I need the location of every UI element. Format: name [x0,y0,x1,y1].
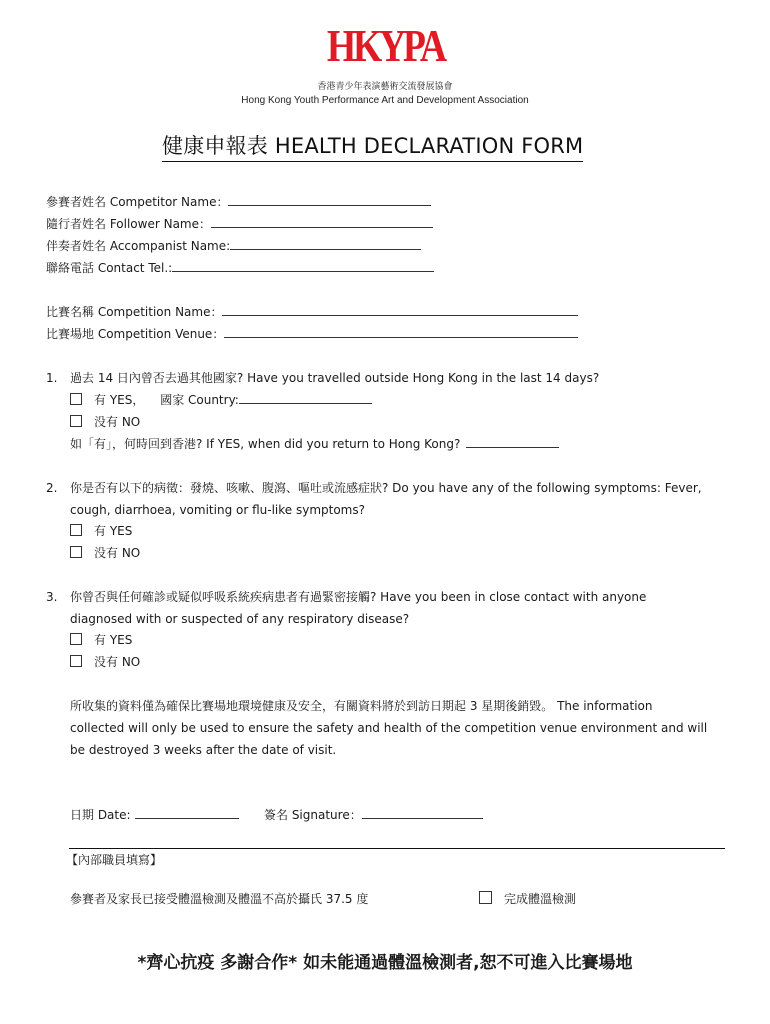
form-title: 健康申報表 HEALTH DECLARATION FORM [162,130,583,162]
competition-name-row [46,304,578,320]
q2-no-checkbox[interactable] [70,546,82,558]
question-1-text: 過去 14 日內曾否去過其他國家? Have you travelled outside Hong Kong in the last 14 days? [70,371,600,385]
org-name-chinese: 香港青少年表演藝術交流發展協會 [317,82,453,92]
competition-name-field[interactable] [222,304,578,316]
date-field[interactable] [135,807,239,819]
signature-row [264,807,483,823]
q3-yes-checkbox[interactable] [70,633,82,645]
date-label: 日期 Date: [70,808,131,822]
q1-no-checkbox[interactable] [70,415,82,427]
q1-return-date-field[interactable] [466,436,559,448]
q2-no-label: 没有 NO [94,546,141,560]
signature-field[interactable] [362,807,483,819]
internal-heading: 【內部職員填寫】 [66,853,163,867]
follower-name-field[interactable] [211,216,433,228]
q2-yes-label: 有 YES [94,524,133,538]
question-3-text-line2: diagnosed with or suspected of any respiratory disease? [70,612,410,626]
question-2-text-line1: 你是否有以下的病徵：發燒、咳嗽、腹瀉、嘔吐或流感症狀? Do you have any of the following symptoms: Fever, [70,481,702,495]
accompanist-name-label: 伴奏者姓名 Accompanist Name: [46,239,231,253]
hkypa-logo: HKYPA [326,20,444,71]
competitor-name-field[interactable] [228,194,431,206]
question-1-number: 1. [46,371,58,385]
signature-label: 簽名 Signature： [264,808,362,822]
q3-yes-row [70,632,132,648]
q2-no-row [70,545,140,561]
question-3-number: 3. [46,590,58,604]
privacy-line3: be destroyed 3 weeks after the date of visit. [70,743,337,757]
follower-name-label: 隨行者姓名 Follower Name： [46,217,211,231]
q1-yes-label: 有 YES， [94,393,145,407]
privacy-line2: collected will only be used to ensure the safety and health of the competition venue environment and will [70,721,708,735]
competition-name-label: 比賽名稱 Competition Name： [46,305,223,319]
contact-tel-label: 聯絡電話 Contact Tel.: [46,261,173,275]
internal-divider [69,848,725,849]
temperature-check-text: 參賽者及家長已接受體溫檢測及體溫不高於攝氏 37.5 度 [70,892,369,906]
q3-no-checkbox[interactable] [70,655,82,667]
competition-venue-row [46,326,578,342]
temperature-done-row [479,891,576,907]
q2-yes-checkbox[interactable] [70,524,82,536]
competitor-name-row [46,194,431,210]
question-2-text-line2: cough, diarrhoea, vomiting or flu-like symptoms? [70,503,365,517]
q1-yes-row [70,392,372,408]
temperature-done-checkbox[interactable] [479,891,492,904]
q1-no-label: 没有 NO [94,415,141,429]
temperature-done-label: 完成體溫檢測 [504,892,577,906]
q1-no-row [70,414,140,430]
footer-slogan: *齊心抗疫 多謝合作* 如未能通過體溫檢測者,恕不可進入比賽場地 [137,953,633,973]
q2-yes-row [70,523,132,539]
contact-tel-field[interactable] [172,260,434,272]
q3-yes-label: 有 YES [94,633,133,647]
q1-followup-label: 如「有」，何時回到香港? If YES, when did you return to Hong Kong? [70,437,461,451]
follower-name-row [46,216,433,232]
q1-country-label: 國家 Country: [160,393,239,407]
competitor-name-label: 參賽者姓名 Competitor Name： [46,195,229,209]
contact-tel-row [46,260,434,276]
competition-venue-field[interactable] [224,326,578,338]
q3-no-label: 没有 NO [94,655,141,669]
q1-country-field[interactable] [239,392,372,404]
question-3-text-line1: 你曾否與任何確診或疑似呼吸系統疾病患者有過緊密接觸? Have you been in close contact with anyone [70,590,647,604]
question-2-number: 2. [46,481,58,495]
accompanist-name-row [46,238,421,254]
competition-venue-label: 比賽場地 Competition Venue： [46,327,225,341]
q1-followup-row [70,436,559,452]
accompanist-name-field[interactable] [230,238,421,250]
org-name-english: Hong Kong Youth Performance Art and Development Association [241,95,529,106]
privacy-line1: 所收集的資料僅為確保比賽場地環境健康及安全，有關資料將於到訪日期起 3 星期後銷毀。 The information [70,699,653,713]
date-row [70,807,239,823]
q1-yes-checkbox[interactable] [70,393,82,405]
q3-no-row [70,654,140,670]
